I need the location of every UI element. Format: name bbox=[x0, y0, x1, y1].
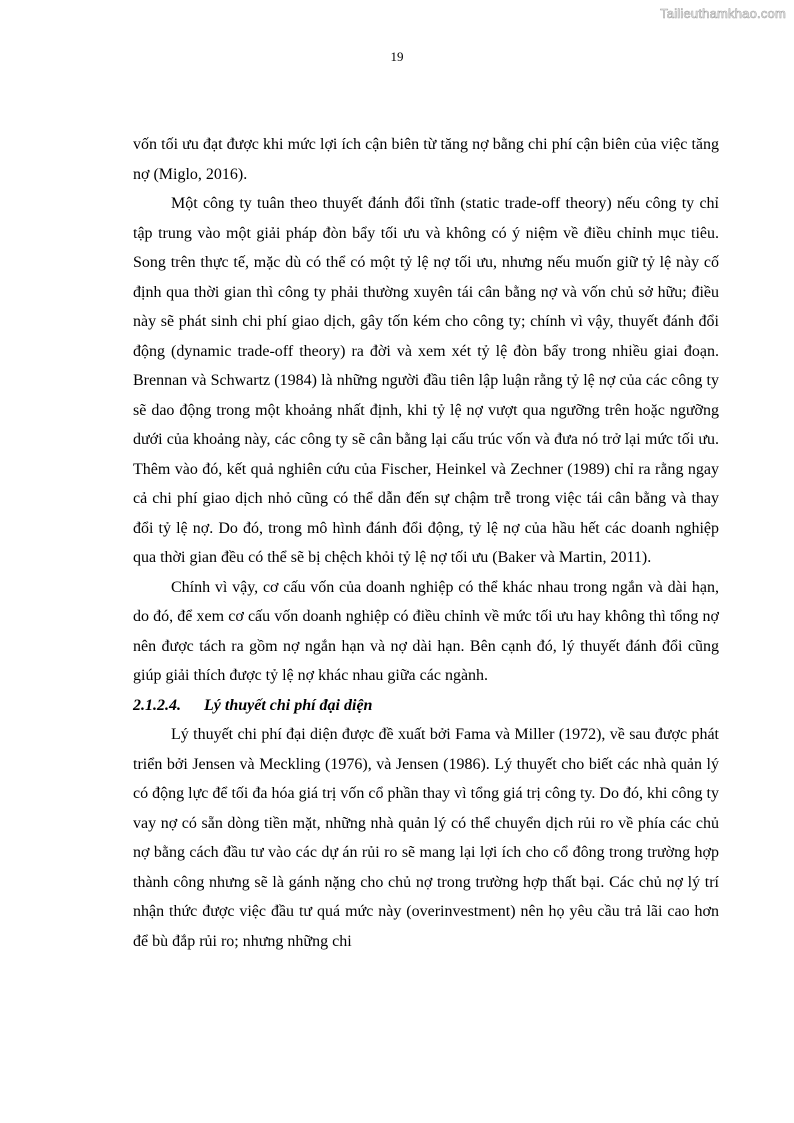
paragraph-capital-structure: Chính vì vậy, cơ cấu vốn của doanh nghiệp có thể khác nhau trong ngắn và dài hạn, do đó, để xem cơ cấu vốn doanh nghiệp có điều chỉnh về mức tối ưu hay không thì tổng nợ nên được tách ra gồm nợ ngắn hạn và nợ dài hạn. Bên cạnh đó, lý thuyết đánh đổi cũng giúp giải thích được tỷ lệ nợ khác nhau giữa các ngành. bbox=[133, 578, 719, 684]
section-heading bbox=[133, 691, 719, 721]
page-number: 19 bbox=[390, 49, 404, 64]
section-number: 2.1.2.4. bbox=[133, 696, 181, 714]
document-body bbox=[133, 130, 719, 956]
section-title: Lý thuyết chi phí đại diện bbox=[204, 696, 373, 714]
paragraph-trade-off: Một công ty tuân theo thuyết đánh đổi tĩnh (static trade-off theory) nếu công ty chỉ tập trung vào một giải pháp đòn bẩy tối ưu và không có ý niệm về điều chỉnh mục tiêu. Song trên thực tế, mặc dù có thể có một tỷ lệ nợ tối ưu, nhưng nếu muốn giữ tỷ lệ này cố định qua thời gian thì công ty phải thường xuyên tái cân bằng nợ và vốn chủ sở hữu; điều này sẽ phát sinh chi phí giao dịch, gây tốn kém cho công ty; chính vì vậy, thuyết đánh đổi động (dynamic trade-off theory) ra đời và xem xét tỷ lệ đòn bẩy trong nhiều giai đoạn. Brennan và Schwartz (1984) là những người đầu tiên lập luận rằng tỷ lệ nợ của các công ty sẽ dao động trong một khoảng nhất định, khi tỷ lệ nợ vượt qua ngưỡng trên hoặc ngưỡng dưới của khoảng này, các công ty sẽ cân bằng lại cấu trúc vốn và đưa nó trở lại mức tối ưu. Thêm vào đó, kết quả nghiên cứu của Fischer, Heinkel và Zechner (1989) chỉ ra rằng ngay cả chi phí giao dịch nhỏ cũng có thể dẫn đến sự chậm trễ trong việc tái cân bằng và thay đổi tỷ lệ nợ. Do đó, trong mô hình đánh đổi động, tỷ lệ nợ của hầu hết các doanh nghiệp qua thời gian đều có thể sẽ bị chệch khỏi tỷ lệ nợ tối ưu (Baker và Martin, 2011). bbox=[133, 195, 719, 566]
paragraph-continuation: vốn tối ưu đạt được khi mức lợi ích cận biên từ tăng nợ bằng chi phí cận biên của việc tăng nợ (Miglo, 2016). bbox=[133, 136, 719, 183]
watermark: Tailieuthamkhao.com bbox=[660, 6, 786, 21]
paragraph-agency-cost: Lý thuyết chi phí đại diện được đề xuất bởi Fama và Miller (1972), về sau được phát triển bởi Jensen và Meckling (1976), và Jensen (1986). Lý thuyết cho biết các nhà quản lý có động lực để tối đa hóa giá trị vốn cổ phần thay vì tổng giá trị công ty. Do đó, khi công ty vay nợ có sẵn dòng tiền mặt, những nhà quản lý có thể chuyển dịch rủi ro về phía các chủ nợ bằng cách đầu tư vào các dự án rủi ro sẽ mang lại lợi ích cho cổ đông trong trường hợp thành công nhưng sẽ là gánh nặng cho chủ nợ trong trường hợp thất bại. Các chủ nợ lý trí nhận thức được việc đầu tư quá mức này (overinvestment) nên họ yêu cầu trả lãi cao hơn để bù đắp rủi ro; nhưng những chi bbox=[133, 726, 719, 950]
